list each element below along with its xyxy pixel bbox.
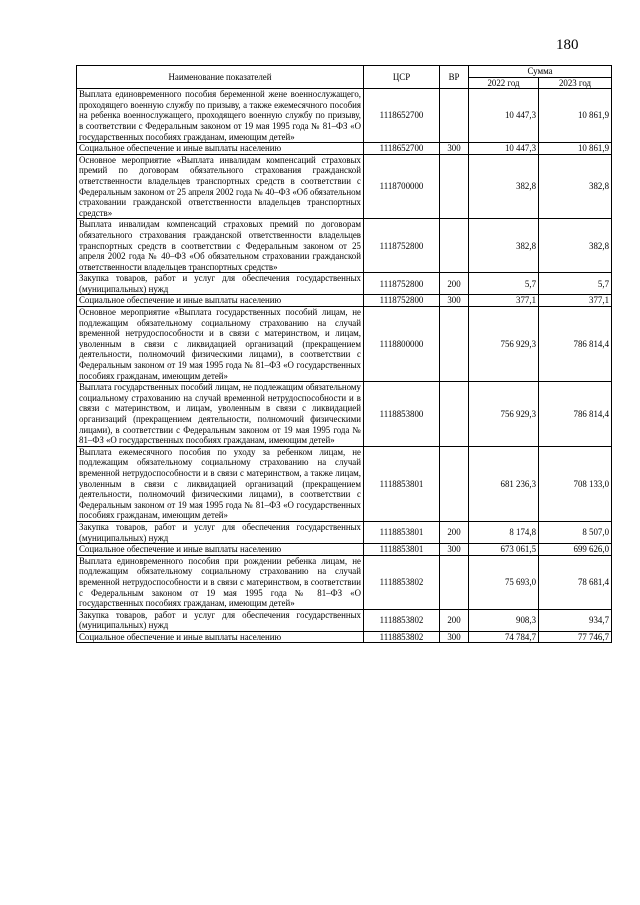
row-2023: 934,7 bbox=[539, 609, 612, 631]
row-name: Выплата единовременного пособия беременной жене военнослужащего, проходящего военную службу по призыву, а также ежемесячного пособия на ребенка военнослужащего, проходящего военную службу по призыву, в соответствии с Федеральным законом от 19 мая 1995 года № 81–ФЗ «О государственных пособиях гражданам, имеющим детей» bbox=[77, 89, 364, 143]
table-row bbox=[77, 307, 612, 382]
row-2023: 10 861,9 bbox=[539, 143, 612, 155]
row-vr bbox=[440, 446, 469, 521]
table-row bbox=[77, 219, 612, 273]
row-name: Закупка товаров, работ и услуг для обеспечения государственных (муниципальных) нужд bbox=[77, 521, 364, 543]
row-vr: 300 bbox=[440, 631, 469, 643]
row-2023: 708 133,0 bbox=[539, 446, 612, 521]
row-2023: 77 746,7 bbox=[539, 631, 612, 643]
row-name: Социальное обеспечение и иные выплаты населению bbox=[77, 295, 364, 307]
row-name: Выплата государственных пособий лицам, не подлежащим обязательному социальному страхованию на случай временной нетрудоспособности и в связи с материнством, и лицам, уволенным в связи с ликвидацией организаций (прекращением деятельности, полномочий физическими лицами), в соответствии с Федеральным законом от 19 мая 1995 года № 81–ФЗ «О государственных пособиях гражданам, имеющим детей» bbox=[77, 382, 364, 447]
row-2023: 8 507,0 bbox=[539, 521, 612, 543]
row-vr bbox=[440, 154, 469, 219]
row-csr: 1118652700 bbox=[364, 143, 440, 155]
row-csr: 1118752800 bbox=[364, 219, 440, 273]
table-row bbox=[77, 143, 612, 155]
table-row bbox=[77, 631, 612, 643]
header-2022: 2022 год bbox=[469, 77, 539, 89]
row-2023: 5,7 bbox=[539, 273, 612, 295]
row-2023: 377,1 bbox=[539, 295, 612, 307]
row-2022: 673 061,5 bbox=[469, 544, 539, 556]
row-csr: 1118752800 bbox=[364, 295, 440, 307]
header-name: Наименование показателей bbox=[77, 66, 364, 89]
header-vr: ВР bbox=[440, 66, 469, 89]
table-row bbox=[77, 446, 612, 521]
row-csr: 1118853800 bbox=[364, 382, 440, 447]
row-2023: 78 681,4 bbox=[539, 555, 612, 609]
row-csr: 1118853802 bbox=[364, 609, 440, 631]
row-csr: 1118752800 bbox=[364, 273, 440, 295]
table-row bbox=[77, 295, 612, 307]
row-2022: 756 929,3 bbox=[469, 382, 539, 447]
row-csr: 1118853802 bbox=[364, 631, 440, 643]
row-vr: 200 bbox=[440, 521, 469, 543]
table-row bbox=[77, 273, 612, 295]
row-2022: 908,3 bbox=[469, 609, 539, 631]
row-name: Выплата единовременного пособия при рождении ребенка лицам, не подлежащим обязательному социальному страхованию на случай временной нетрудоспособности и в связи с материнством, в соответствии с Федеральным законом от 19 мая 1995 года № 81–ФЗ «О государственных пособиях гражданам, имеющим детей» bbox=[77, 555, 364, 609]
row-vr: 200 bbox=[440, 609, 469, 631]
row-2023: 786 814,4 bbox=[539, 382, 612, 447]
table-row bbox=[77, 382, 612, 447]
row-2022: 681 236,3 bbox=[469, 446, 539, 521]
row-csr: 1118800000 bbox=[364, 307, 440, 382]
row-name: Социальное обеспечение и иные выплаты населению bbox=[77, 631, 364, 643]
row-2022: 382,8 bbox=[469, 154, 539, 219]
row-2023: 382,8 bbox=[539, 154, 612, 219]
table-row bbox=[77, 544, 612, 556]
row-vr: 300 bbox=[440, 295, 469, 307]
row-2022: 8 174,8 bbox=[469, 521, 539, 543]
row-csr: 1118853801 bbox=[364, 446, 440, 521]
row-name: Основное мероприятие «Выплата государственных пособий лицам, не подлежащим обязательному социальному страхованию на случай временной нетрудоспособности и в связи с материнством, и лицам, уволенным в связи с ликвидацией организаций (прекращением деятельности, полномочий физическими лицами), в соответствии с Федеральным законом от 19 мая 1995 года № 81–ФЗ «О государственных пособиях гражданам, имеющим детей» bbox=[77, 307, 364, 382]
row-2022: 756 929,3 bbox=[469, 307, 539, 382]
page-number: 180 bbox=[556, 37, 579, 53]
row-name: Социальное обеспечение и иные выплаты населению bbox=[77, 143, 364, 155]
row-2022: 5,7 bbox=[469, 273, 539, 295]
row-2023: 382,8 bbox=[539, 219, 612, 273]
row-vr: 300 bbox=[440, 544, 469, 556]
table-row bbox=[77, 521, 612, 543]
table-row bbox=[77, 89, 612, 143]
row-vr: 300 bbox=[440, 143, 469, 155]
row-vr bbox=[440, 382, 469, 447]
row-vr bbox=[440, 219, 469, 273]
row-vr bbox=[440, 89, 469, 143]
row-csr: 1118652700 bbox=[364, 89, 440, 143]
row-vr bbox=[440, 555, 469, 609]
row-name: Основное мероприятие «Выплата инвалидам компенсаций страховых премий по договорам обязательного страхования гражданской ответственности владельцев транспортных средств в соответствии с Федеральным законом от 25 апреля 2002 года № 40–ФЗ «Об обязательном страховании гражданской ответственности владельцев транспортных средств» bbox=[77, 154, 364, 219]
row-2022: 377,1 bbox=[469, 295, 539, 307]
row-name: Закупка товаров, работ и услуг для обеспечения государственных (муниципальных) нужд bbox=[77, 609, 364, 631]
row-csr: 1118700000 bbox=[364, 154, 440, 219]
table-row bbox=[77, 609, 612, 631]
table-row bbox=[77, 154, 612, 219]
row-2022: 10 447,3 bbox=[469, 143, 539, 155]
row-name: Закупка товаров, работ и услуг для обеспечения государственных (муниципальных) нужд bbox=[77, 273, 364, 295]
budget-table bbox=[76, 65, 612, 643]
row-2022: 10 447,3 bbox=[469, 89, 539, 143]
row-name: Выплата ежемесячного пособия по уходу за ребенком лицам, не подлежащим обязательному социальному страхованию на случай временной нетрудоспособности и в связи с материнством, а также лицам, уволенным в связи с ликвидацией организаций (прекращением деятельности, полномочий физическими лицами), в соответствии с Федеральным законом от 19 мая 1995 года № 81–ФЗ «О государственных пособиях гражданам, имеющим детей» bbox=[77, 446, 364, 521]
header-csr: ЦСР bbox=[364, 66, 440, 89]
row-2023: 10 861,9 bbox=[539, 89, 612, 143]
row-2023: 699 626,0 bbox=[539, 544, 612, 556]
row-vr bbox=[440, 307, 469, 382]
row-2023: 786 814,4 bbox=[539, 307, 612, 382]
header-2023: 2023 год bbox=[539, 77, 612, 89]
row-2022: 382,8 bbox=[469, 219, 539, 273]
header-sum: Сумма bbox=[469, 66, 612, 78]
row-csr: 1118853801 bbox=[364, 544, 440, 556]
row-csr: 1118853801 bbox=[364, 521, 440, 543]
row-name: Выплата инвалидам компенсаций страховых премий по договорам обязательного страхования гражданской ответственности владельцев транспортных средств в соответствии с Федеральным законом от 25 апреля 2002 года № 40–ФЗ «Об обязательном страховании гражданской ответственности владельцев транспортных средств» bbox=[77, 219, 364, 273]
row-vr: 200 bbox=[440, 273, 469, 295]
row-2022: 74 784,7 bbox=[469, 631, 539, 643]
row-2022: 75 693,0 bbox=[469, 555, 539, 609]
row-csr: 1118853802 bbox=[364, 555, 440, 609]
table-row bbox=[77, 555, 612, 609]
row-name: Социальное обеспечение и иные выплаты населению bbox=[77, 544, 364, 556]
